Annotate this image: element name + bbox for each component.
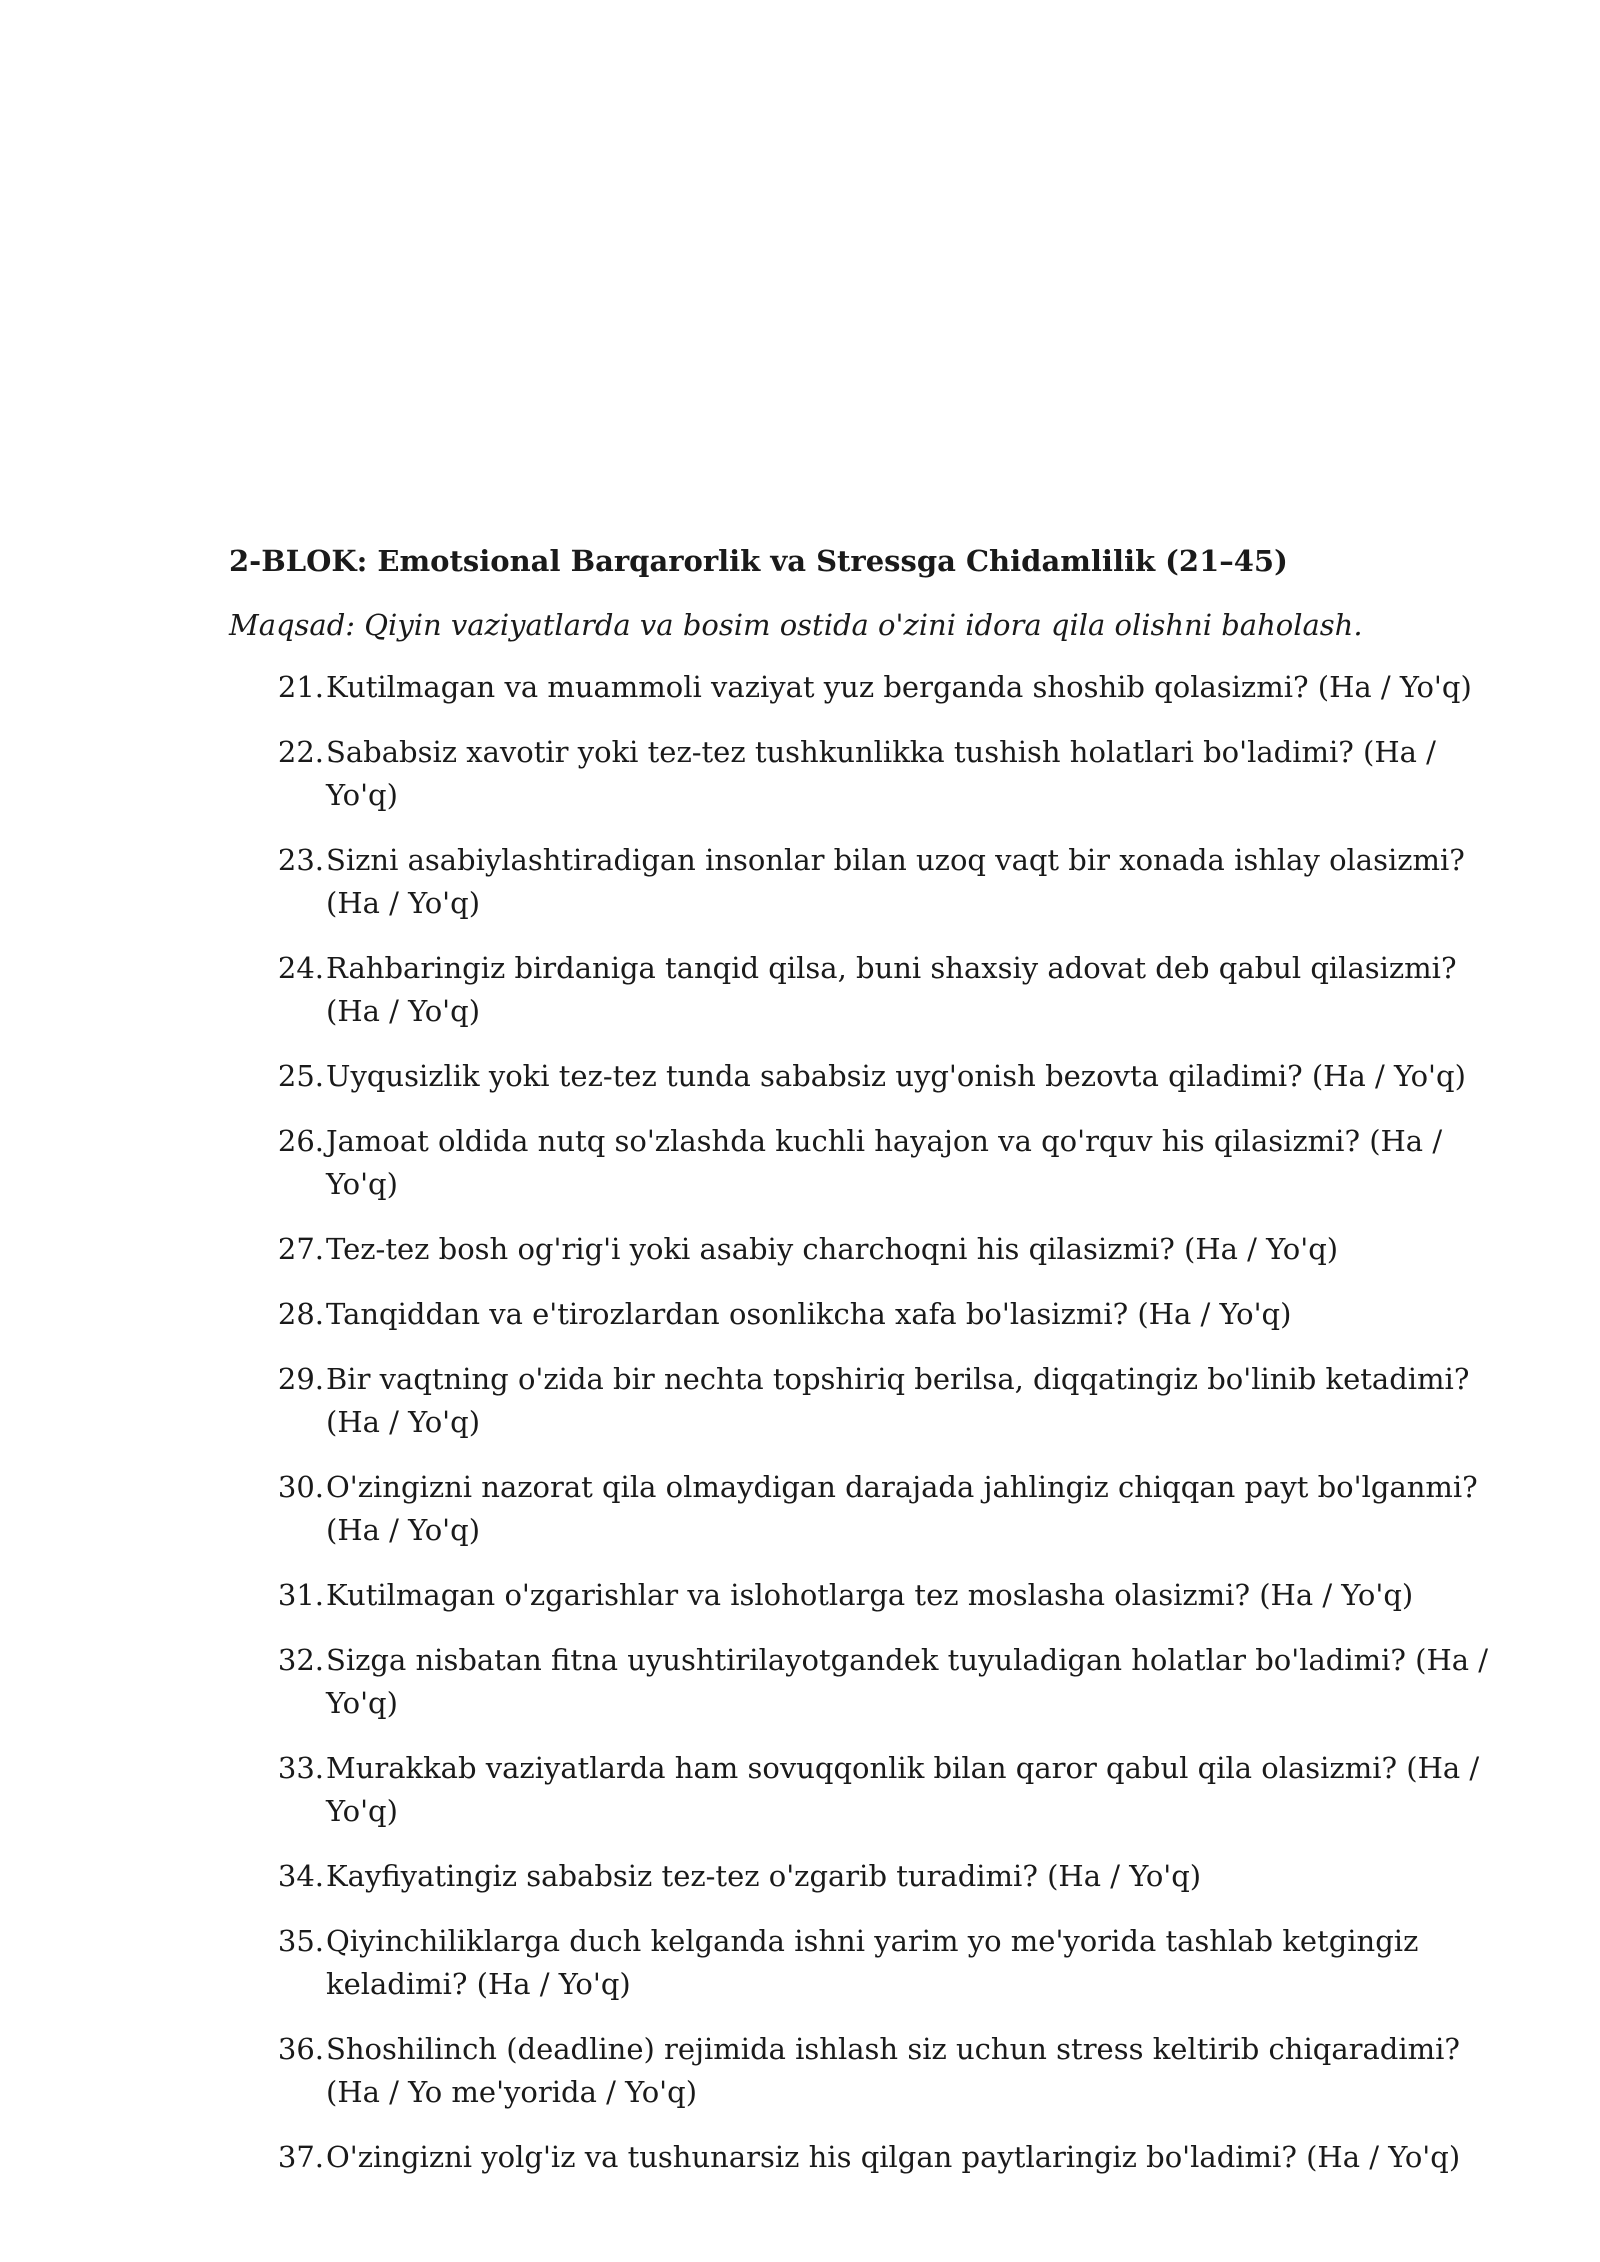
question-item (229, 1639, 1489, 1725)
question-item (229, 666, 1489, 709)
question-text: Rahbaringiz birdaniga tanqid qilsa, buni shaxsiy adovat deb qabul qilasizmi? (Ha / Yo'q) (326, 951, 1457, 1028)
question-item (229, 1293, 1489, 1336)
question-text: O'zingizni yolg'iz va tushunarsiz his qilgan paytlaringiz bo'ladimi? (Ha / Yo'q) (326, 2140, 1461, 2174)
question-text: Murakkab vaziyatlarda ham sovuqqonlik bilan qaror qabul qila olasizmi? (Ha / Yo'q) (326, 1751, 1480, 1828)
question-number: 33. (277, 1751, 324, 1785)
question-text: O'zingizni nazorat qila olmaydigan darajada jahlingiz chiqqan payt bo'lganmi? (Ha / Yo'q) (326, 1470, 1478, 1547)
question-text: Tez-tez bosh og'rig'i yoki asabiy charchoqni his qilasizmi? (Ha / Yo'q) (326, 1232, 1339, 1266)
question-item (229, 1466, 1489, 1552)
question-item (229, 1855, 1489, 1898)
question-text: Sizga nisbatan fitna uyushtirilayotgandek tuyuladigan holatlar bo'ladimi? (Ha / Yo'q) (326, 1643, 1489, 1720)
question-text: Kutilmagan o'zgarishlar va islohotlarga tez moslasha olasizmi? (Ha / Yo'q) (326, 1578, 1414, 1612)
question-text: Sababsiz xavotir yoki tez-tez tushkunlikka tushish holatlari bo'ladimi? (Ha / Yo'q) (326, 735, 1436, 812)
questionnaire-block (229, 540, 1489, 2201)
question-number: 31. (277, 1578, 324, 1612)
question-text: Qiyinchiliklarga duch kelganda ishni yarim yo me'yorida tashlab ketgingiz keladimi? (Ha / Yo'q) (326, 1924, 1419, 2001)
question-item (229, 1120, 1489, 1206)
block-title: 2-BLOK: Emotsional Barqarorlik va Stressga Chidamlilik (21–45) (229, 544, 1288, 578)
question-text: Kayfiyatingiz sababsiz tez-tez o'zgarib turadimi? (Ha / Yo'q) (326, 1859, 1202, 1893)
question-text: Uyqusizlik yoki tez-tez tunda sababsiz uyg'onish bezovta qiladimi? (Ha / Yo'q) (326, 1059, 1466, 1093)
question-number: 29. (277, 1362, 324, 1396)
question-number: 26. (277, 1124, 324, 1158)
question-number: 23. (277, 843, 324, 877)
question-text: Sizni asabiylashtiradigan insonlar bilan uzoq vaqt bir xonada ishlay olasizmi? (Ha / Yo'q) (326, 843, 1465, 920)
question-item (229, 1574, 1489, 1617)
question-number: 30. (277, 1470, 324, 1504)
question-item (229, 1228, 1489, 1271)
question-number: 32. (277, 1643, 324, 1677)
question-number: 37. (277, 2140, 324, 2174)
question-number: 24. (277, 951, 324, 985)
question-number: 28. (277, 1297, 324, 1331)
question-item (229, 731, 1489, 817)
question-text: Tanqiddan va e'tirozlardan osonlikcha xafa bo'lasizmi? (Ha / Yo'q) (326, 1297, 1292, 1331)
block-purpose: Maqsad: Qiyin vaziyatlarda va bosim ostida o'zini idora qila olishni baholash. (229, 608, 1363, 642)
question-item (229, 947, 1489, 1033)
question-item (229, 1055, 1489, 1098)
question-number: 22. (277, 735, 324, 769)
question-number: 35. (277, 1924, 324, 1958)
question-number: 21. (277, 670, 324, 704)
question-item (229, 2136, 1489, 2179)
question-list (229, 666, 1489, 2179)
question-item (229, 2028, 1489, 2114)
question-number: 36. (277, 2032, 324, 2066)
question-item (229, 839, 1489, 925)
question-item (229, 1358, 1489, 1444)
question-text: Shoshilinch (deadline) rejimida ishlash siz uchun stress keltirib chiqaradimi? (Ha / Yo me'yorida / Yo'q) (326, 2032, 1460, 2109)
question-item (229, 1920, 1489, 2006)
question-text: Jamoat oldida nutq so'zlashda kuchli hayajon va qo'rquv his qilasizmi? (Ha / Yo'q) (326, 1124, 1443, 1201)
question-number: 34. (277, 1859, 324, 1893)
question-number: 25. (277, 1059, 324, 1093)
question-number: 27. (277, 1232, 324, 1266)
question-text: Bir vaqtning o'zida bir nechta topshiriq berilsa, diqqatingiz bo'linib ketadimi? (Ha / Yo'q) (326, 1362, 1470, 1439)
question-text: Kutilmagan va muammoli vaziyat yuz berganda shoshib qolasizmi? (Ha / Yo'q) (326, 670, 1472, 704)
question-item (229, 1747, 1489, 1833)
